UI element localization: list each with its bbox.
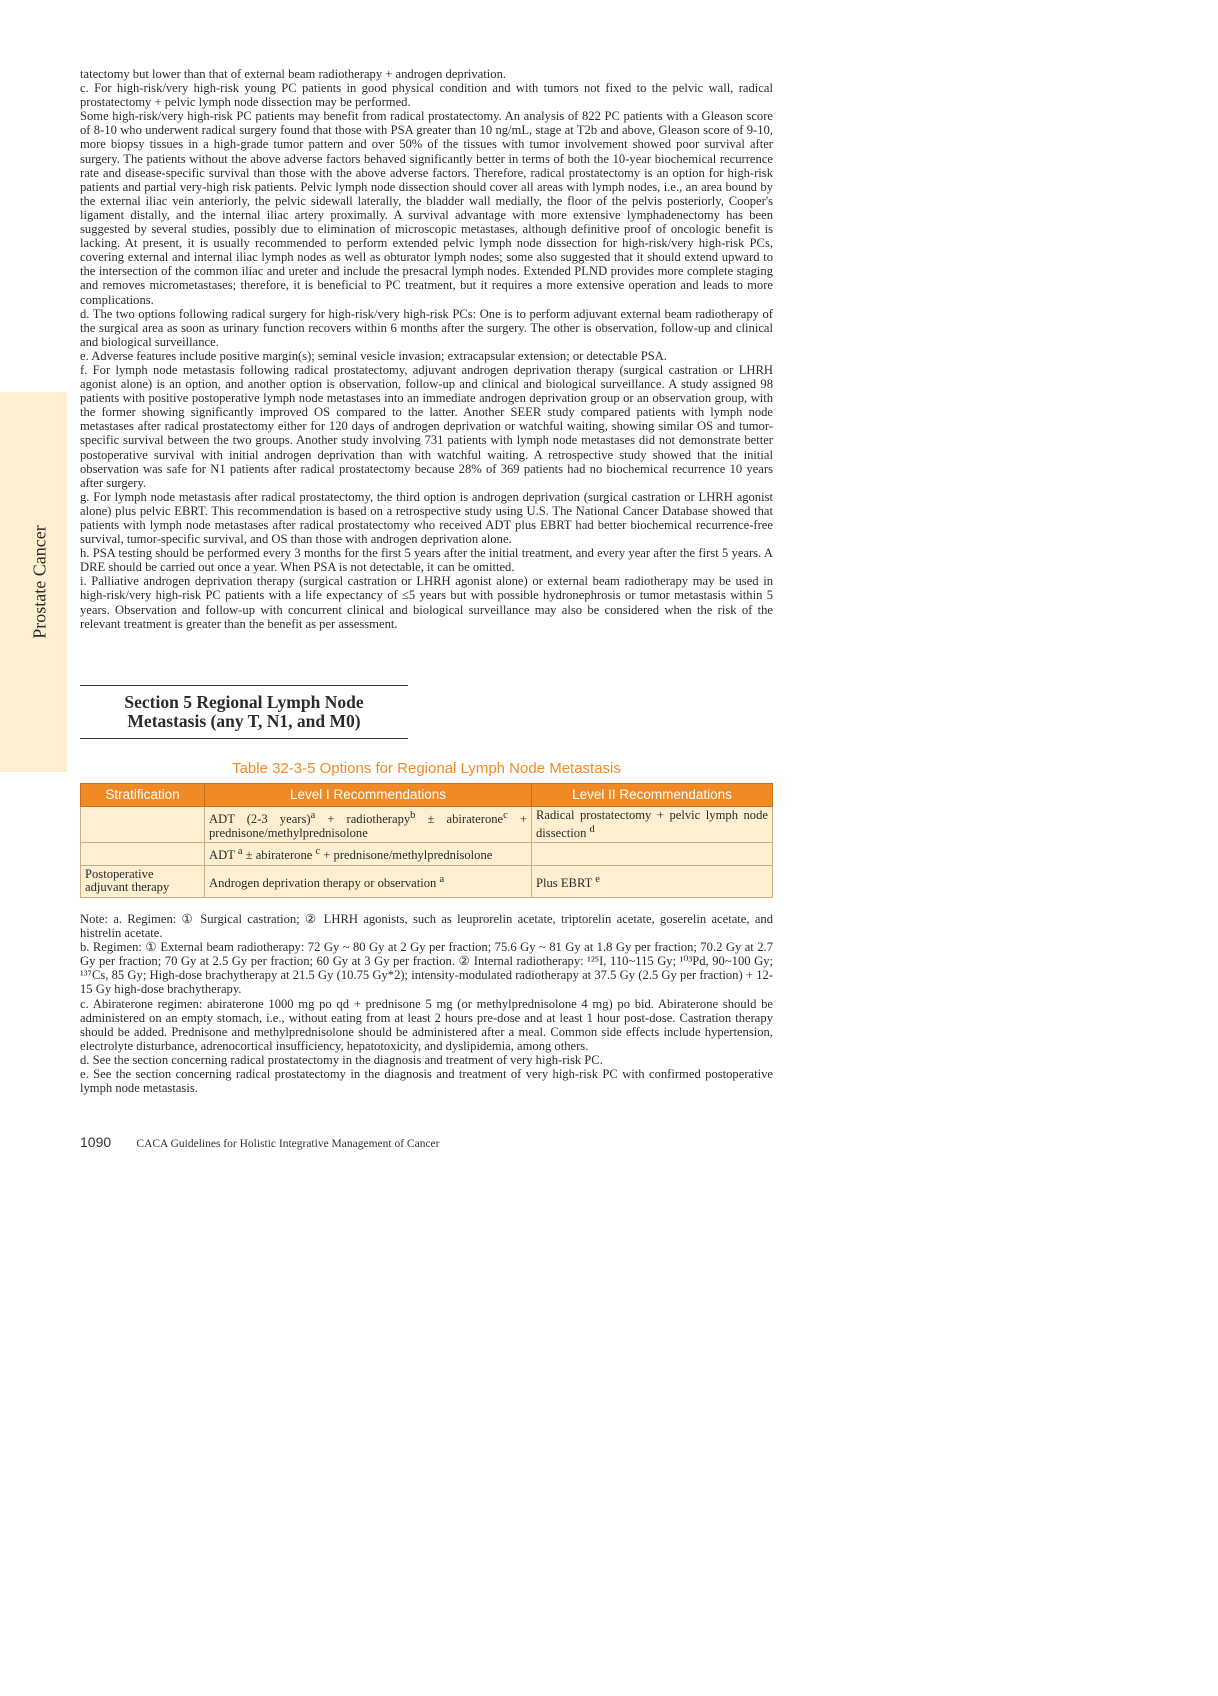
body-paragraph: tatectomy but lower than that of external beam radiotherapy + androgen deprivation. <box>80 67 507 81</box>
table-header-row <box>81 784 773 807</box>
cell-level1: ADT $^a$ ± abiraterone $^c$ + prednisone/methylprednisolone <box>205 843 532 866</box>
options-table <box>80 783 773 898</box>
note-paragraph: Note: a. Regimen: ① Surgical castration; ② LHRH agonists, such as leuprorelin acetate, triptorelin acetate, goserelin acetate, and histrelin acetate. <box>80 912 773 941</box>
body-paragraph: e. Adverse features include positive margin(s); seminal vesicle invasion; extracapsular extension; or detectable PSA. <box>80 348 667 363</box>
table-caption: Table 32-3-5 Options for Regional Lymph Node Metastasis <box>232 760 621 777</box>
cell-level1: Androgen deprivation therapy or observation $^a$ <box>205 865 532 897</box>
note-paragraph: c. Abiraterone regimen: abiraterone 1000 mg po qd + prednisone 5 mg (or methylprednisolone 4 mg) po bid. Abiraterone should be administered on an empty stomach, i.e., without eating from at least 2 hours pre-dose and at least 1 hour post-dose. Castration therapy should be added. Prednisone and methylprednisolone should be administered after a meal. Common side effects include hypertension, electrolyte disturbance, adrenocortical insufficiency, hepatotoxicity, and dyslipidemia, among others. <box>80 996 773 1053</box>
body-text <box>80 67 773 631</box>
page-number: 1090 <box>80 1134 112 1150</box>
body-paragraph: h. PSA testing should be performed every 3 months for the first 5 years after the initial treatment, and every year after the first 5 years. A DRE should be carried out once a year. When PSA is not detectable, it can be omitted. <box>80 546 773 575</box>
page-footer <box>80 1134 439 1151</box>
section-heading-line1: Section 5 Regional Lymph Node <box>124 692 364 712</box>
cell-stratification <box>81 807 205 843</box>
note-paragraph: d. See the section concerning radical prostatectomy in the diagnosis and treatment of very high-risk PC. <box>80 1052 603 1067</box>
side-tab-label: Prostate Cancer <box>29 525 50 639</box>
body-paragraph: g. For lymph node metastasis after radical prostatectomy, the third option is androgen deprivation (surgical castration or LHRH agonist alone) plus pelvic EBRT. This recommendation is based on a retrospective study using U.S. The National Cancer Database showed that patients with lymph node metastases after radical prostatectomy who received ADT plus EBRT had better biochemical recurrence-free survival, tumor-specific survival, and OS than those with androgen deprivation alone. <box>80 489 773 547</box>
body-paragraph: i. Palliative androgen deprivation therapy (surgical castration or LHRH agonist alone) or external beam radiotherapy may be used in high-risk/very high-risk PC patients with a life expectancy of ≤5 years but with possible hydronephrosis or tumor metastasis within 5 years. Observation and follow-up with concurrent clinical and biological surveillance may also be considered when the risk of the relevant treatment is greater than the benefit as per assessment. <box>80 574 773 631</box>
table-notes <box>80 912 773 1095</box>
body-paragraph: f. For lymph node metastasis following radical prostatectomy, adjuvant androgen deprivation therapy (surgical castration or LHRH agonist alone) is an option, and another option is observation, follow-up and clinical and biological surveillance. A study assigned 98 patients with positive postoperative lymph node metastases into an immediate androgen deprivation group or an observation group, with the former showing significantly improved OS compared to the latter. Another SEER study compared patients with lymph node metastases after radical prostatectomy either for 120 days of androgen deprivation or watchful waiting, showing similar OS and tumor-specific survival between the two groups. Another study involving 731 patients with lymph node metastases did not demonstrate better postoperative survival with initial androgen deprivation than with watchful waiting. A retrospective study showed that the initial observation was safe for N1 patients after radical prostatectomy because 28% of 369 patients had no biochemical recurrence 10 years after surgery. <box>80 362 773 490</box>
cell-level2 <box>532 843 773 866</box>
table-row <box>81 865 773 897</box>
header-stratification: Stratification <box>81 784 205 807</box>
header-level2: Level II Recommendations <box>532 784 773 807</box>
body-paragraph: d. The two options following radical surgery for high-risk/very high-risk PCs: One is to perform adjuvant external beam radiotherapy of the surgical area as soon as urinary function recovers within 6 months after the surgery. The other is observation, follow-up and clinical and biological surveillance. <box>80 306 773 349</box>
table-row <box>81 807 773 843</box>
body-paragraph: c. For high-risk/very high-risk young PC patients in good physical condition and with tumors not fixed to the pelvic wall, radical prostatectomy + pelvic lymph node dissection may be performed. <box>80 81 773 110</box>
section-heading-line2: Metastasis (any T, N1, and M0) <box>127 711 361 731</box>
body-paragraph: Some high-risk/very high-risk PC patients may benefit from radical prostatectomy. An analysis of 822 PC patients with a Gleason score of 8-10 who underwent radical surgery found that those with PSA greater than 10 ng/mL, stage at T2b and above, Gleason score of 9-10, more biopsy tissues in a high-grade tumor pattern and over 50% of the tissues with tumor involvement showed poor survival after surgery. The patients without the above adverse factors behaved significantly better in terms of both the 10-year biochemical recurrence rate and disease-specific survival than those with the above adverse factors. Therefore, radical prostatectomy is an option for high-risk patients and partial very-high risk patients. Pelvic lymph node dissection should cover all areas with lymph nodes, i.e., an area bound by the external iliac vein anteriorly, the pelvic sidewall laterally, the bladder wall medially, the floor of the pelvis posteriorly, Cooper's ligament distally, and the internal iliac artery proximally. A survival advantage with more extensive lymphadenectomy has been suggested by several studies, possibly due to elimination of microscopic metastases, although definitive proof of oncologic benefit is lacking. At present, it is usually recommended to perform extended pelvic lymph node dissection for high-risk/very high-risk PCs, covering external and internal iliac lymph nodes as well as obturator lymph nodes; some also suggested that it should extend upward to the intersection of the common iliac and ureter and include the presacral lymph nodes. Extended PLND provides more complete staging and removes micrometastases; therefore, it is beneficial to PC treatment, but it requires a more extensive operation and leads to more complications. <box>80 109 773 307</box>
note-paragraph: e. See the section concerning radical prostatectomy in the diagnosis and treatment of very high-risk PC with confirmed postoperative lymph node metastasis. <box>80 1067 773 1096</box>
footer-title: CACA Guidelines for Holistic Integrative Management of Cancer <box>136 1138 440 1150</box>
cell-level1: ADT (2-3 years)$^a$ + radiotherapy$^b$ ± abiraterone$^c$ + prednisone/methylprednisolone <box>205 807 532 843</box>
cell-stratification: Postoperative adjuvant therapy <box>81 865 205 897</box>
table-row <box>81 843 773 866</box>
section-heading <box>80 685 408 739</box>
cell-level2: Radical prostatectomy + pelvic lymph node dissection $^d$ <box>532 807 773 843</box>
note-paragraph: b. Regimen: ① External beam radiotherapy: 72 Gy ~ 80 Gy at 2 Gy per fraction; 75.6 Gy ~ 81 Gy at 1.8 Gy per fraction; 70.2 Gy at 2.7 Gy per fraction; 70 Gy at 2.5 Gy per fraction; 60 Gy at 3 Gy per fraction. ② Internal radiotherapy: ¹²⁵I, 110~115 Gy; ¹⁰³Pd, 90~100 Gy; ¹³⁷Cs, 85 Gy; High-dose brachytherapy at 21.5 Gy (10.75 Gy*2); intensity-modulated radiotherapy at 37.5 Gy (2.5 Gy per fraction) + 12-15 Gy high-dose brachytherapy. <box>80 940 773 997</box>
header-level1: Level I Recommendations <box>205 784 532 807</box>
cell-stratification <box>81 843 205 866</box>
cell-level2: Plus EBRT $^e$ <box>532 865 773 897</box>
